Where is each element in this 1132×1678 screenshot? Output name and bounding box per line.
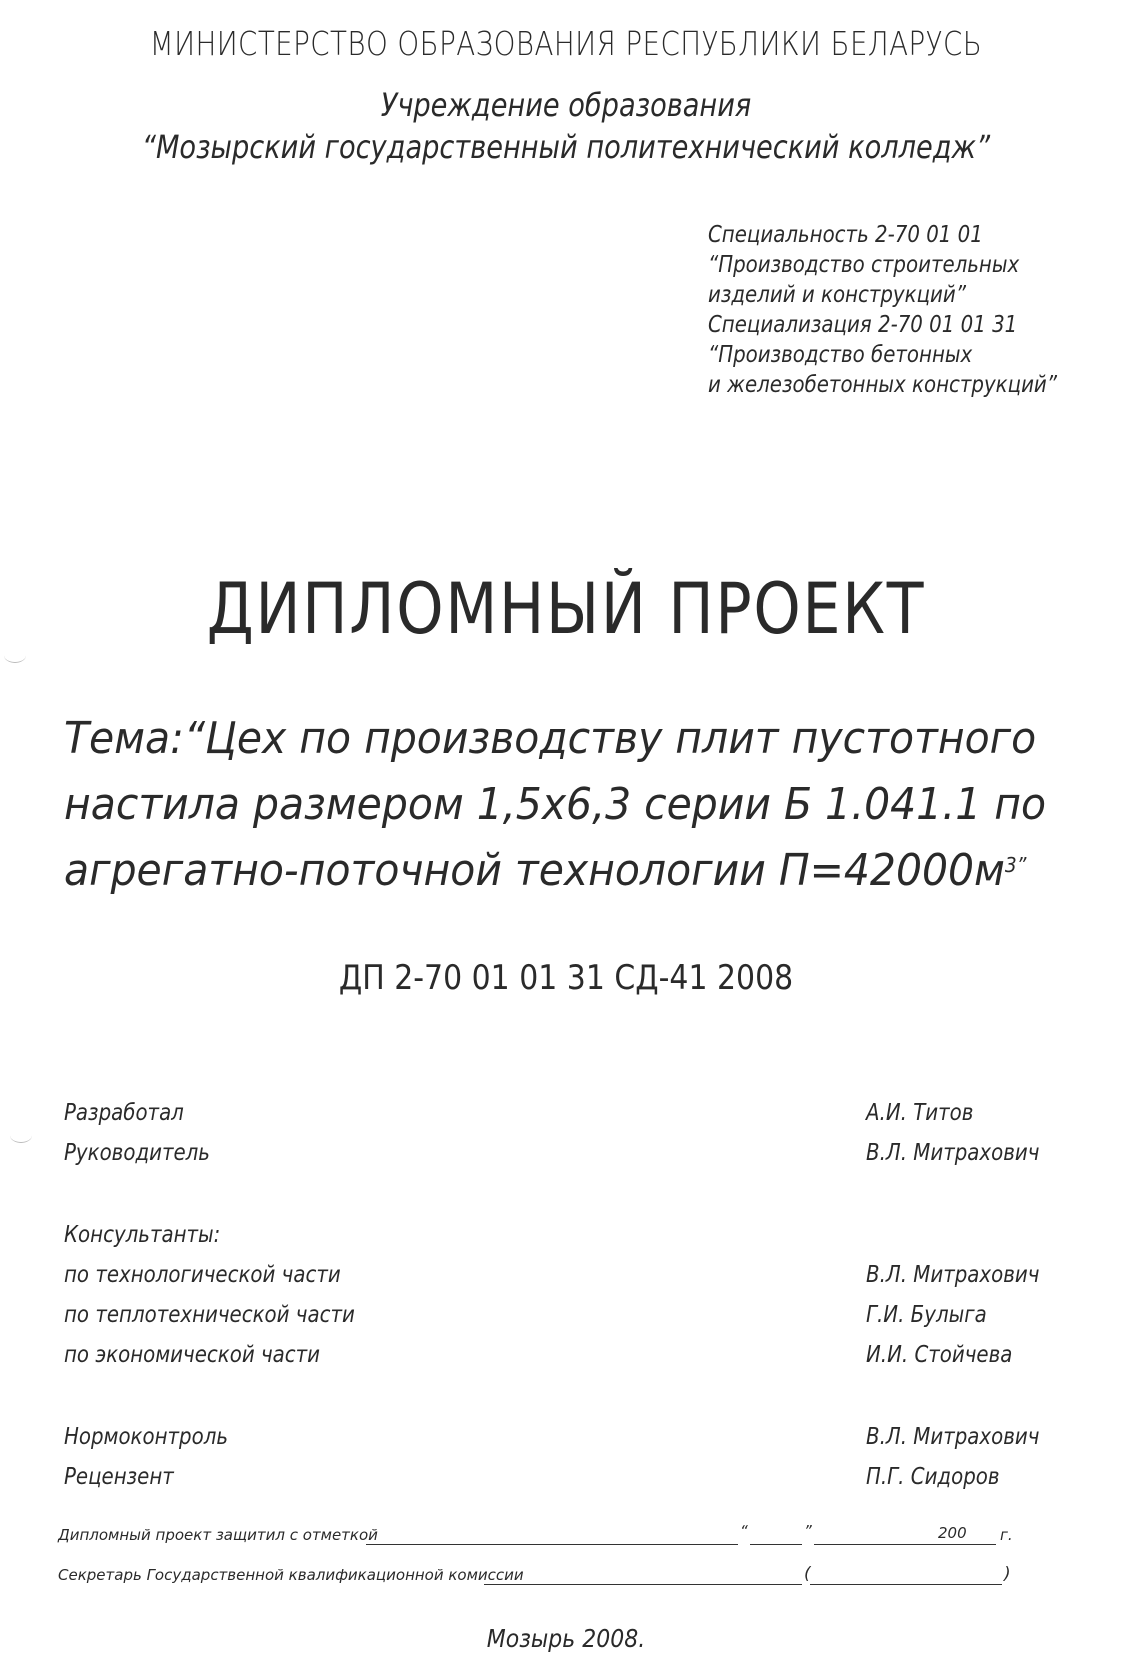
paren-close: ) (1004, 1564, 1011, 1584)
developed-value: А.И. Титов (866, 1100, 974, 1126)
ministry-heading: МИНИСТЕРСТВО ОБРАЗОВАНИЯ РЕСПУБЛИКИ БЕЛАРУСЬ (149, 24, 983, 63)
document-code: ДП 2-70 01 01 31 СД-41 2008 (338, 958, 794, 998)
topic-closing-quote: ” (1016, 853, 1027, 877)
topic-line-3 (64, 838, 1046, 904)
reviewer-label: Рецензент (64, 1464, 174, 1490)
paren-open: ( (804, 1564, 811, 1584)
institution-line-2: “Мозырский государственный политехнический колледж” (141, 128, 991, 166)
specialty-line: изделий и конструкций” (708, 282, 967, 308)
heat-consultant-value: Г.И. Булыга (866, 1302, 987, 1328)
consultants-label: Консультанты: (64, 1222, 221, 1248)
specialty-line: “Производство строительных (708, 252, 1020, 278)
tech-consultant-label: по технологической части (64, 1262, 341, 1288)
day-blank-line (750, 1544, 802, 1545)
topic-line-1: Тема:“Цех по производству плит пустотного (64, 713, 1037, 764)
city-year: Мозырь 2008. (486, 1624, 646, 1653)
heat-consultant-label: по теплотехнической части (64, 1302, 355, 1328)
defense-text: Дипломный проект защитил с отметкой (58, 1526, 378, 1544)
binding-hole-mark (4, 648, 26, 663)
tech-consultant-value: В.Л. Митрахович (866, 1262, 1040, 1288)
document-title: ДИПЛОМНЫЙ ПРОЕКТ (206, 568, 926, 650)
topic-superscript: 3 (1004, 853, 1017, 877)
norm-control-label: Нормоконтроль (64, 1424, 229, 1450)
specialty-line: Специальность 2-70 01 01 (708, 222, 983, 248)
topic-line-2: настила размером 1,5х6,3 серии Б 1.041.1 по (64, 779, 1047, 830)
norm-control-value: В.Л. Митрахович (866, 1424, 1040, 1450)
date-quote-open: “ (740, 1522, 748, 1540)
institution-line-1: Учреждение образования (380, 86, 752, 124)
year-prefix: 200 (938, 1524, 967, 1542)
year-suffix: г. (1000, 1526, 1013, 1544)
specialty-block (708, 220, 1057, 400)
binding-hole-mark (10, 1128, 32, 1143)
supervisor-label: Руководитель (64, 1140, 210, 1166)
secretary-sign-line (484, 1584, 802, 1585)
supervisor-value: В.Л. Митрахович (866, 1140, 1040, 1166)
econ-consultant-label: по экономической части (64, 1342, 321, 1368)
topic-block (64, 706, 1046, 904)
secretary-line (58, 1566, 1018, 1588)
specialization-line: “Производство бетонных (708, 342, 973, 368)
specialization-line: Специализация 2-70 01 01 31 (708, 312, 1018, 338)
secretary-name-line (810, 1584, 1002, 1585)
date-quote-close: ” (804, 1522, 812, 1540)
specialization-line: и железобетонных конструкций” (708, 372, 1058, 398)
year-blank-line (964, 1544, 996, 1545)
reviewer-value: П.Г. Сидоров (866, 1464, 1000, 1490)
grade-blank-line (366, 1544, 738, 1545)
developed-label: Разработал (64, 1100, 184, 1126)
topic-line-3-text: агрегатно-поточной технологии П=42000м (64, 845, 1005, 896)
econ-consultant-value: И.И. Стойчева (866, 1342, 1013, 1368)
secretary-text: Секретарь Государственной квалификационной комиссии (58, 1566, 524, 1584)
defense-line (58, 1522, 1018, 1548)
